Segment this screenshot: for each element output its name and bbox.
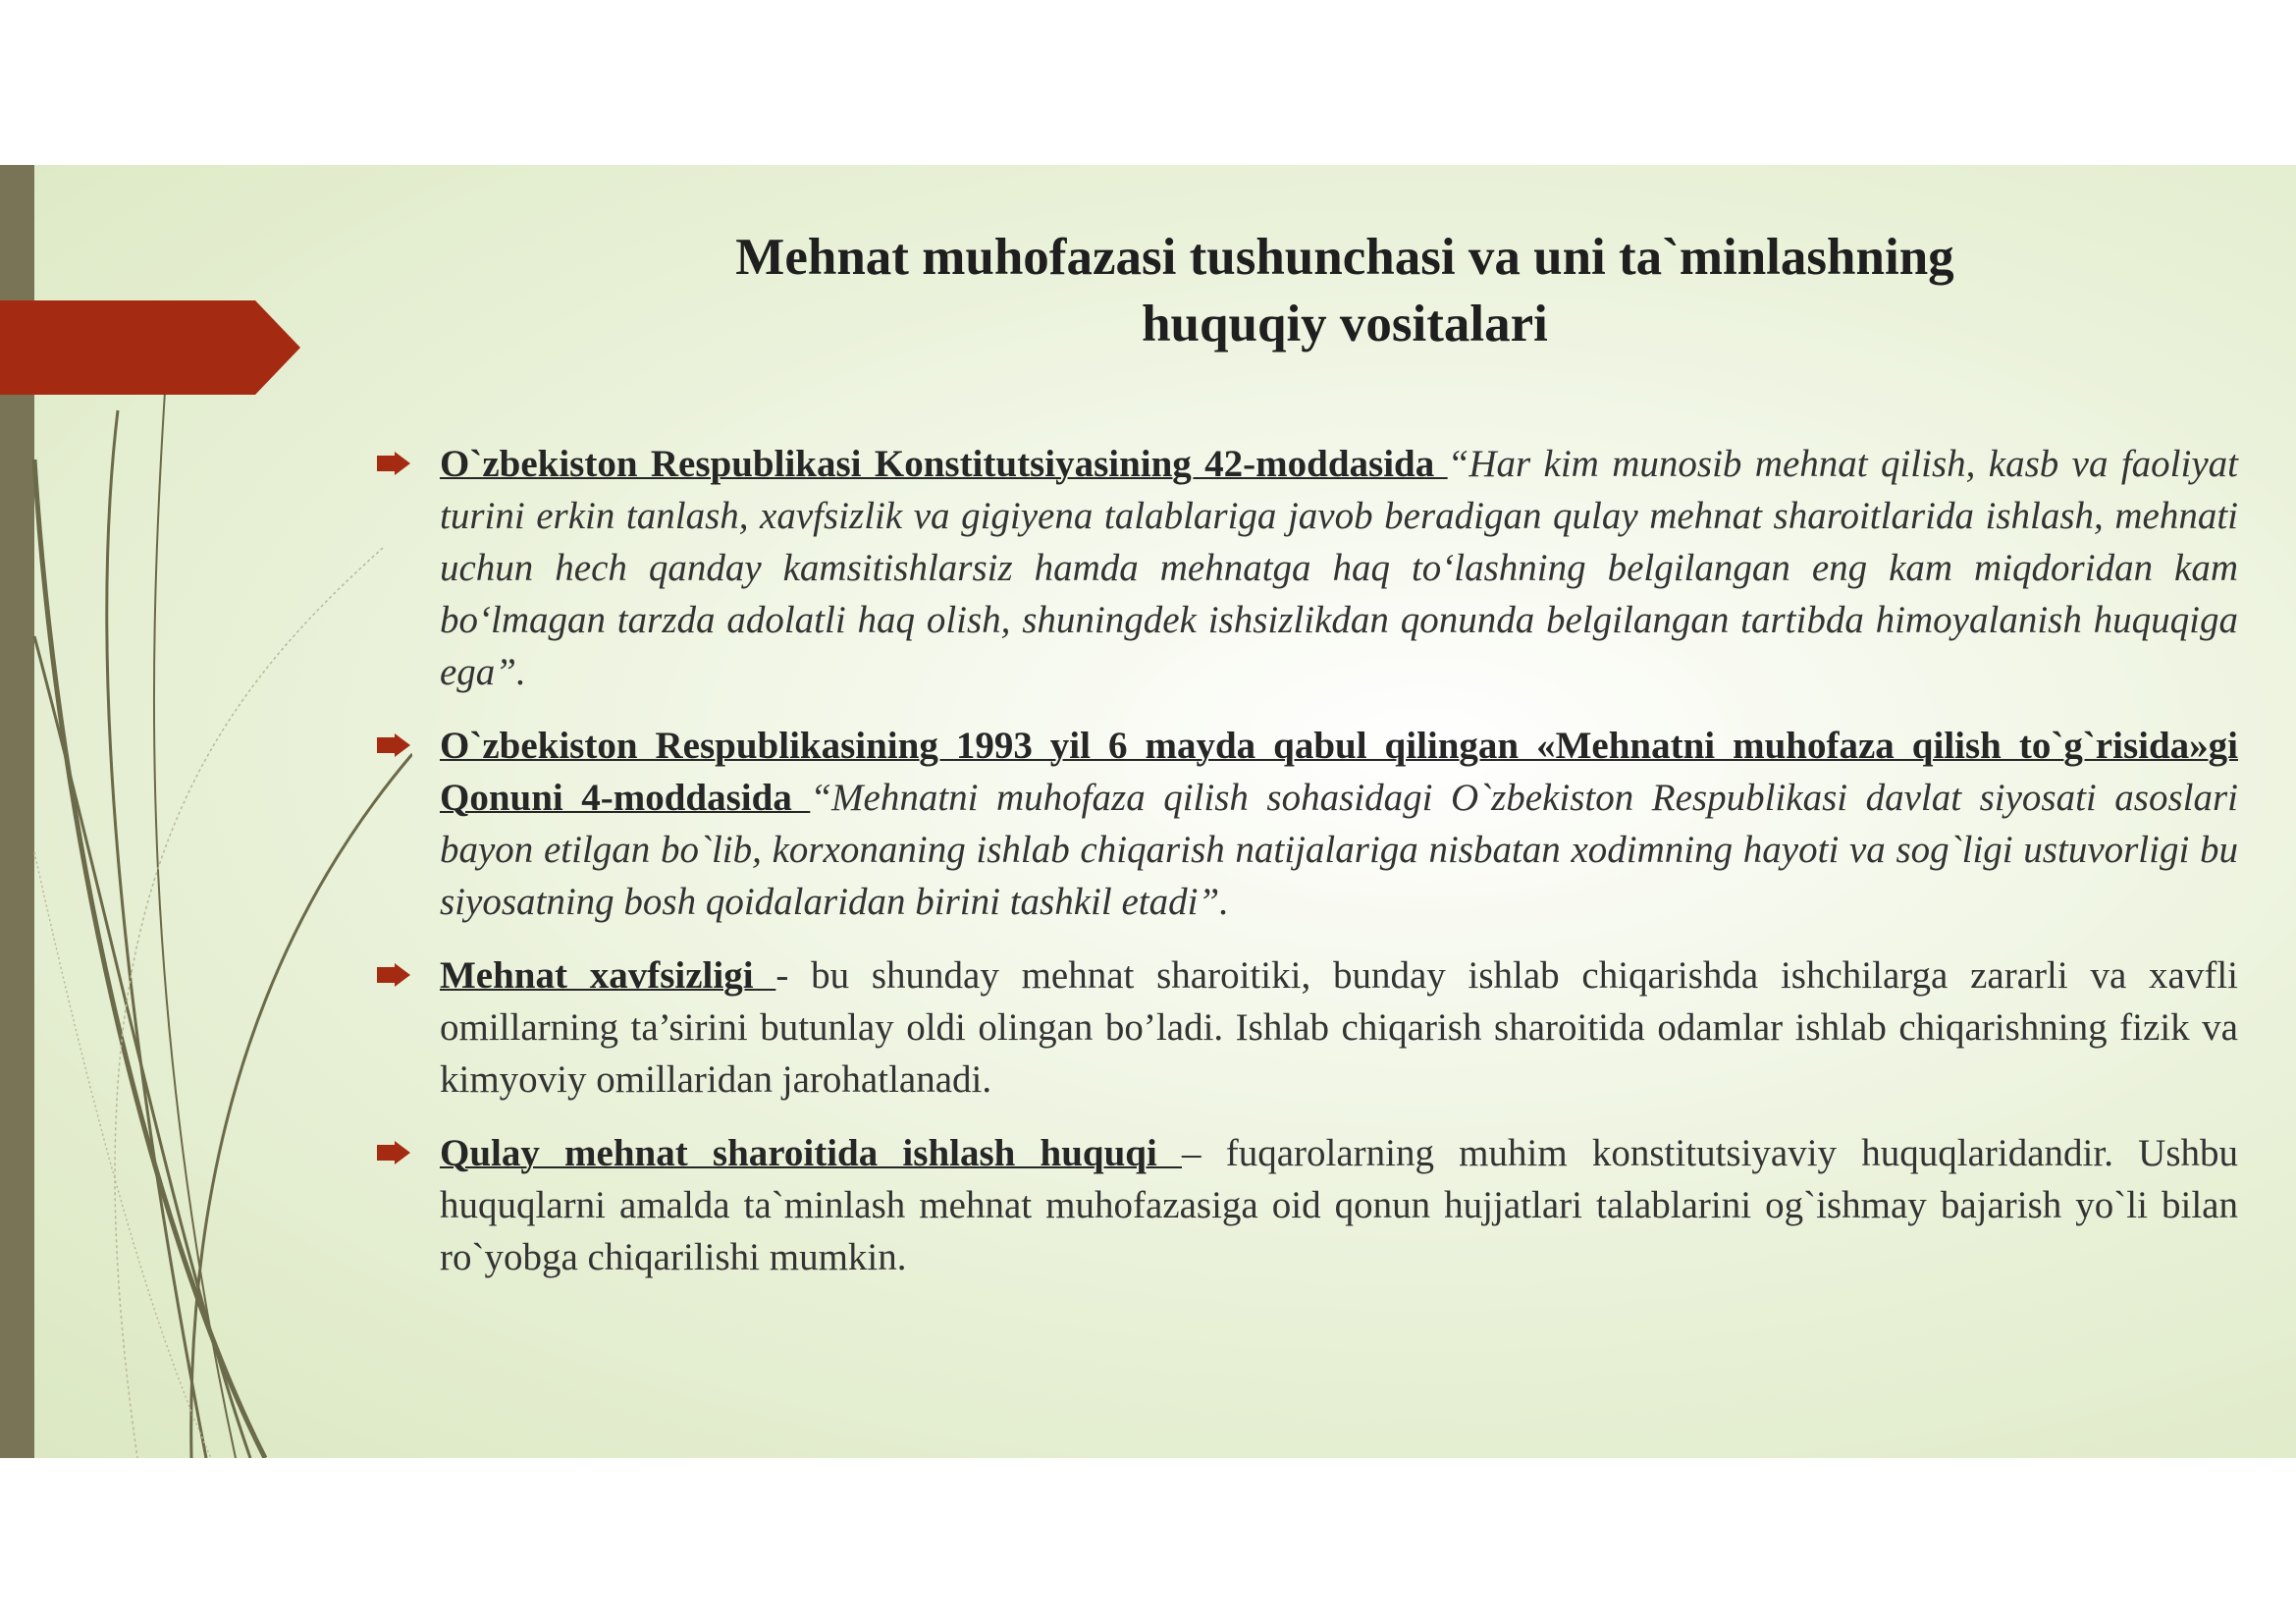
bullet-lead-text: O`zbekiston Respublikasining 1993 yil 6 mayda qabul qilingan «Mehnatni muhofaza qilish to`g`risida»gi Qonuni 4-moddasida bbox=[440, 725, 2238, 819]
arrow-bullet-icon bbox=[377, 733, 410, 757]
bullet-lead-text: O`zbekiston Respublikasi Konstitutsiyasining 42-moddasida bbox=[440, 443, 1448, 485]
bullet-body-text: “Har kim munosib mehnat qilish, kasb va faoliyat turini erkin tanlash, xavfsizlik va gigiyena talablariga javob beradigan qulay mehnat sharoitlarida ishlash, mehnati uchun hech qanday kamsitishlarsiz hamda mehnatga haq to‘lashning belgilangan eng kam miqdoridan kam bo‘lmagan tarzda adolatli haq olish, shuningdek ishsizlikdan qonunda belgilangan tartibda himoyalanish huquqiga ega”. bbox=[440, 443, 2238, 693]
slide-title bbox=[550, 224, 2140, 357]
bullet-body-text: - bu shunday mehnat sharoitiki, bunday ishlab chiqarishda ishchilarga zararli va xavfli omillarning ta’sirini butunlay oldi olingan bo’ladi. Ishlab chiqarish sharoitida odamlar ishlab chiqarishning fizik va kimyoviy omillaridan jarohatlanadi. bbox=[440, 954, 2238, 1101]
arrow-bullet-icon bbox=[377, 452, 410, 475]
bullet-item bbox=[371, 949, 2238, 1106]
bullet-body-text: – fuqarolarning muhim konstitutsiyaviy huquqlaridandir. Ushbu huquqlarni amalda ta`minlash mehnat muhofazasiga oid qonun hujjatlari talablarini og`ishmay bajarish yo`li bilan ro`yobga chiqarilishi mumkin. bbox=[440, 1132, 2238, 1278]
bullet-lead-text: Qulay mehnat sharoitida ishlash huquqi bbox=[440, 1132, 1183, 1174]
bullet-list bbox=[371, 438, 2238, 1305]
arrow-bullet-icon bbox=[377, 1141, 410, 1164]
slide-title-line-2: huquqiy vositalari bbox=[1142, 296, 1548, 352]
slide bbox=[0, 165, 2296, 1458]
bullet-body-text: “Mehnatni muhofaza qilish sohasidagi O`zbekiston Respublikasi davlat siyosati asoslari bayon etilgan bo`lib, korxonaning ishlab chiqarish natijalariga nisbatan xodimning hayoti va sog`ligi ustuvorligi bu siyosatning bosh qoidalaridan birini tashkil etadi”. bbox=[440, 777, 2238, 923]
bullet-lead-text: Mehnat xavfsizligi bbox=[440, 954, 776, 997]
bullet-item bbox=[371, 438, 2238, 698]
bullet-item bbox=[371, 1127, 2238, 1283]
arrow-bullet-icon bbox=[377, 963, 410, 987]
bullet-item bbox=[371, 720, 2238, 928]
slide-title-line-1: Mehnat muhofazasi tushunchasi va uni ta`minlashning bbox=[735, 229, 1954, 286]
title-arrow-shape bbox=[0, 300, 300, 395]
